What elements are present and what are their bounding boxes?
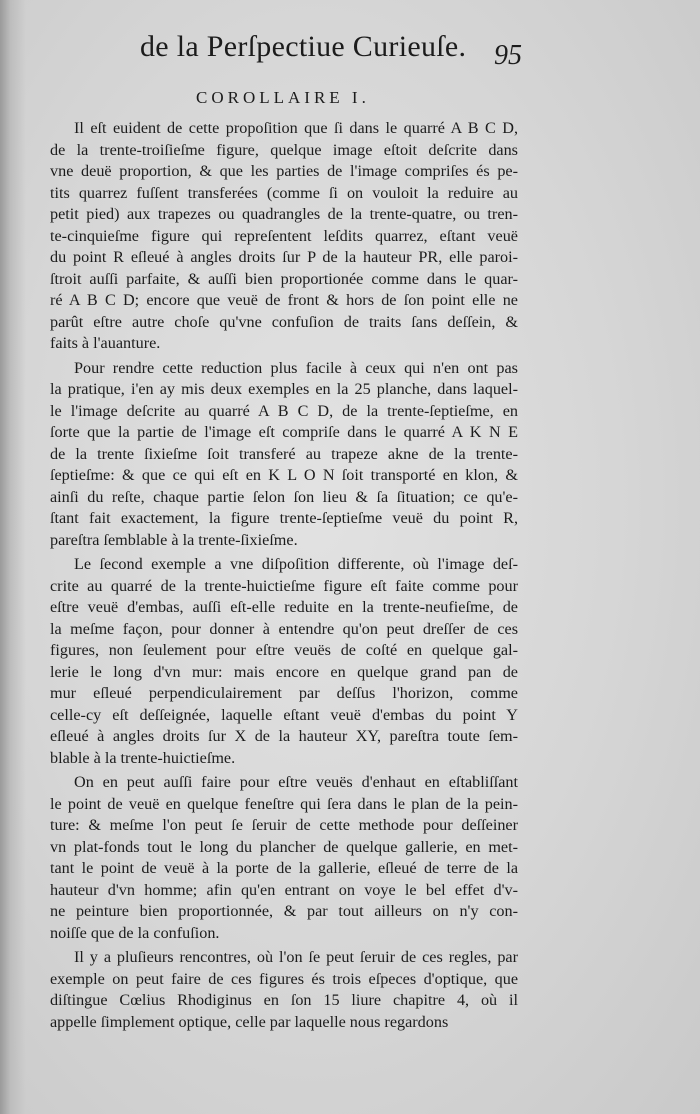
text-line: te-cinquieſme figure qui repreſentent leſdits quarrez, eſtant veuë <box>50 226 518 245</box>
text-line: la meſme façon, pour donner à entendre qu'on peut dreſſer de ces <box>50 619 518 638</box>
text-line: de la trente-troiſieſme figure, quelque image eſtoit deſcrite dans <box>50 140 518 159</box>
text-line: parût eſtre autre choſe qu'vne confuſion de traits ſans deſſein, & <box>50 312 518 331</box>
paragraph <box>50 118 518 355</box>
text-line: hauteur d'vn homme; afin qu'en entrant on voye le bel effet d'v- <box>50 880 518 899</box>
text-line: diſtingue Cœlius Rhodiginus en ſon 15 liure chapitre 4, où il <box>50 991 518 1009</box>
text-line: petit pied) aux trapezes ou quadrangles de la trente-quatre, ou tren- <box>50 205 518 223</box>
text-line: ſtant fait exactement, la figure trente-ſeptieſme veuë du point R, <box>50 509 518 527</box>
text-line: celle-cy eſt deſſeignée, laquelle eſtant veuë d'embas du point Y <box>50 705 518 724</box>
text-line: On en peut auſſi faire pour eſtre veuës d'enhaut en eſtabliſſant <box>74 773 518 791</box>
text-line: Il eſt euident de cette propoſition que ſi dans le quarré A B C D, <box>74 119 518 137</box>
text-line: ture: & meſme l'on peut ſe ſeruir de cette methode pour deſſeiner <box>50 816 518 834</box>
text-line: lerie le long d'vn mur: mais encore en quelque grand pan de <box>50 662 518 681</box>
text-line: eſleué à angles droits ſur X de la hauteur XY, pareſtra toute ſem- <box>50 727 518 745</box>
text-line: noiſſe que de la confuſion. <box>50 923 220 942</box>
text-line: ne peinture bien proportionnée, & par tout ailleurs on n'y con- <box>50 902 518 920</box>
text-line: appelle ſimplement optique, celle par laquelle nous regardons <box>50 1012 449 1031</box>
text-line: la pratique, i'en ay mis deux exemples en la 25 planche, dans laquel- <box>50 380 518 398</box>
text-line: tant le point de veuë à la porte de la gallerie, eſleué de terre de la <box>50 859 518 877</box>
text-line: le l'image deſcrite au quarré A B C D, de la trente-ſeptieſme, en <box>50 401 518 420</box>
text-line: ſeptieſme: & que ce qui eſt en K L O N ſoit transporté en klon, & <box>50 466 518 484</box>
text-line: figures, non ſeulement pour eſtre veuës de coſté en quelque gal- <box>50 641 518 659</box>
text-line: blable à la trente-huictieſme. <box>50 748 236 767</box>
paragraph <box>50 358 518 552</box>
page-number: 95 <box>494 40 522 71</box>
text-line: exemple on peut faire de ces figures és trois eſpeces d'optique, que <box>50 969 518 988</box>
text-line: du point R eſleué à angles droits ſur P de la hauteur PR, elle paroi- <box>50 248 518 266</box>
paragraph <box>50 554 518 769</box>
text-line: tits quarrez fuſſent transferées (comme ſi on vouloit la reduire au <box>50 183 518 202</box>
text-line: vn plat-fonds tout le long du plancher de quelque gallerie, en met- <box>50 837 518 856</box>
text-line: ſorte que la partie de l'image eſt compriſe dans le quarré A K N E <box>50 423 518 441</box>
text-line: faits à l'auanture. <box>50 334 161 352</box>
section-heading: COROLLAIRE I. <box>196 88 370 107</box>
text-line: le point de veuë en quelque feneſtre qui ſera dans le plan de la pein- <box>50 794 518 813</box>
text-line: ré A B C D; encore que veuë de front & hors de ſon point elle ne <box>50 291 518 309</box>
text-line: Le ſecond exemple a vne diſpoſition differente, où l'image deſ- <box>74 555 518 573</box>
text-line: eſtre veuë d'embas, auſſi eſt-elle reduite en la trente-neufieſme, de <box>50 598 518 616</box>
text-line: ainſi du reſte, chaque partie ſelon ſon lieu & ſa ſituation; ce qu'e- <box>50 487 518 506</box>
text-line: pareſtra ſemblable à la trente-ſixieſme. <box>50 530 298 549</box>
text-line: vne deuë proportion, & que les parties de l'image compriſes és pe- <box>50 162 518 180</box>
text-line: crite au quarré de la trente-huictieſme figure eſt faite comme pour <box>50 576 518 595</box>
body-text <box>50 118 518 1036</box>
text-line: ſtroit auſſi parfaite, & auſſi bien proportionée comme dans le quar- <box>50 269 518 288</box>
text-line: Pour rendre cette reduction plus facile à ceux qui n'en ont pas <box>74 358 518 377</box>
text-line: mur eſleué perpendiculairement par deſſus l'horizon, comme <box>50 684 518 702</box>
binding-gutter-shadow <box>0 0 26 1114</box>
text-line: Il y a pluſieurs rencontres, où l'on ſe peut ſeruir de ces regles, par <box>74 948 518 966</box>
paragraph <box>50 947 518 1033</box>
text-line: de la trente ſixieſme ſoit transferé au trapeze akne de la trente- <box>50 444 518 463</box>
running-head: de la Perſpectiue Curieuſe. <box>140 30 467 63</box>
paragraph <box>50 772 518 944</box>
